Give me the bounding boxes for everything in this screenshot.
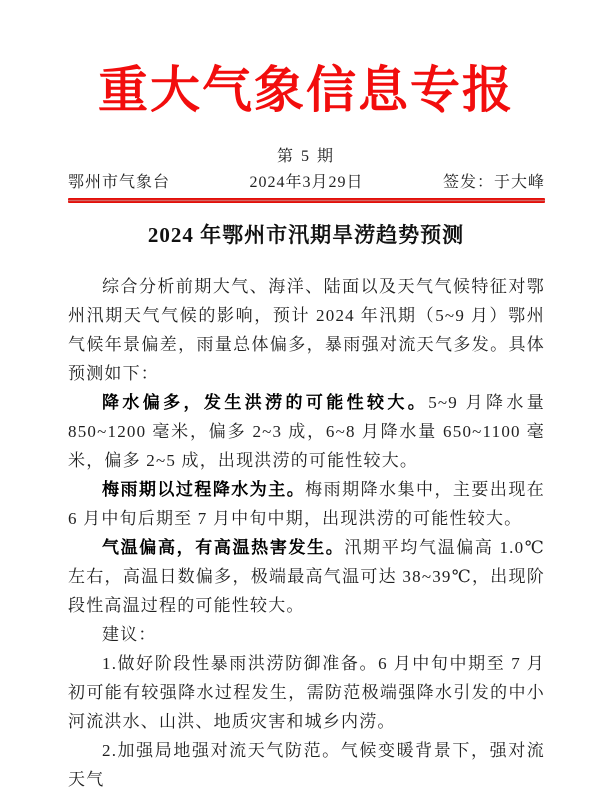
- body-paragraph: [68, 272, 545, 388]
- document-body: [68, 272, 545, 794]
- issue-date: 2024年3月29日: [249, 174, 364, 191]
- body-paragraph: [68, 736, 545, 794]
- paragraph-text: 2.加强局地强对流天气防范。气候变暖背景下，强对流天气: [68, 741, 545, 789]
- body-paragraph: [68, 475, 545, 533]
- paragraph-text: 综合分析前期大气、海洋、陆面以及天气气候特征对鄂州汛期天气气候的影响，预计 2024 年汛期（5~9 月）鄂州气候年景偏差，雨量总体偏多，暴雨强对流天气多发。具体预测如下：: [68, 277, 545, 383]
- body-paragraph: [68, 620, 545, 649]
- paragraph-lead: 梅雨期以过程降水为主。: [102, 480, 306, 499]
- masthead-title: 重大气象信息专报: [98, 62, 514, 118]
- body-paragraph: [68, 533, 545, 620]
- issue-number: 第 5 期: [276, 148, 335, 165]
- paragraph-text: 梅雨期降水集中，主要出现在 6 月中旬后期至 7 月中旬中期，出现洪涝的可能性较大。: [68, 480, 545, 528]
- paragraph-text: 1.做好阶段性暴雨洪涝防御准备。6 月中旬中期至 7 月初可能有较强降水过程发生，需防范极端强降水引发的中小河流洪水、山洪、地质灾害和城乡内涝。: [68, 654, 545, 731]
- paragraph-lead: 气温偏高，有高温热害发生。: [102, 538, 345, 557]
- issuing-office: 鄂州市气象台: [68, 174, 171, 191]
- body-paragraph: [68, 388, 545, 475]
- paragraph-text: 汛期平均气温偏高 1.0℃左右，高温日数偏多，极端最高气温可达 38~39℃，出现阶段性高温过程的可能性较大。: [68, 538, 545, 615]
- paragraph-lead: 降水偏多，发生洪涝的可能性较大。: [102, 393, 429, 412]
- paragraph-text: 建议：: [102, 625, 157, 644]
- paragraph-text: 5~9 月降水量 850~1200 毫米，偏多 2~3 成，6~8 月降水量 650~1100 毫米，偏多 2~5 成，出现洪涝的可能性较大。: [68, 393, 545, 470]
- signoff: 签发：于大峰: [442, 174, 545, 191]
- document-title: 2024 年鄂州市汛期旱涝趋势预测: [147, 223, 465, 247]
- body-paragraph: [68, 649, 545, 736]
- header-info-row: [68, 169, 545, 192]
- header-rule-divider: [68, 198, 545, 203]
